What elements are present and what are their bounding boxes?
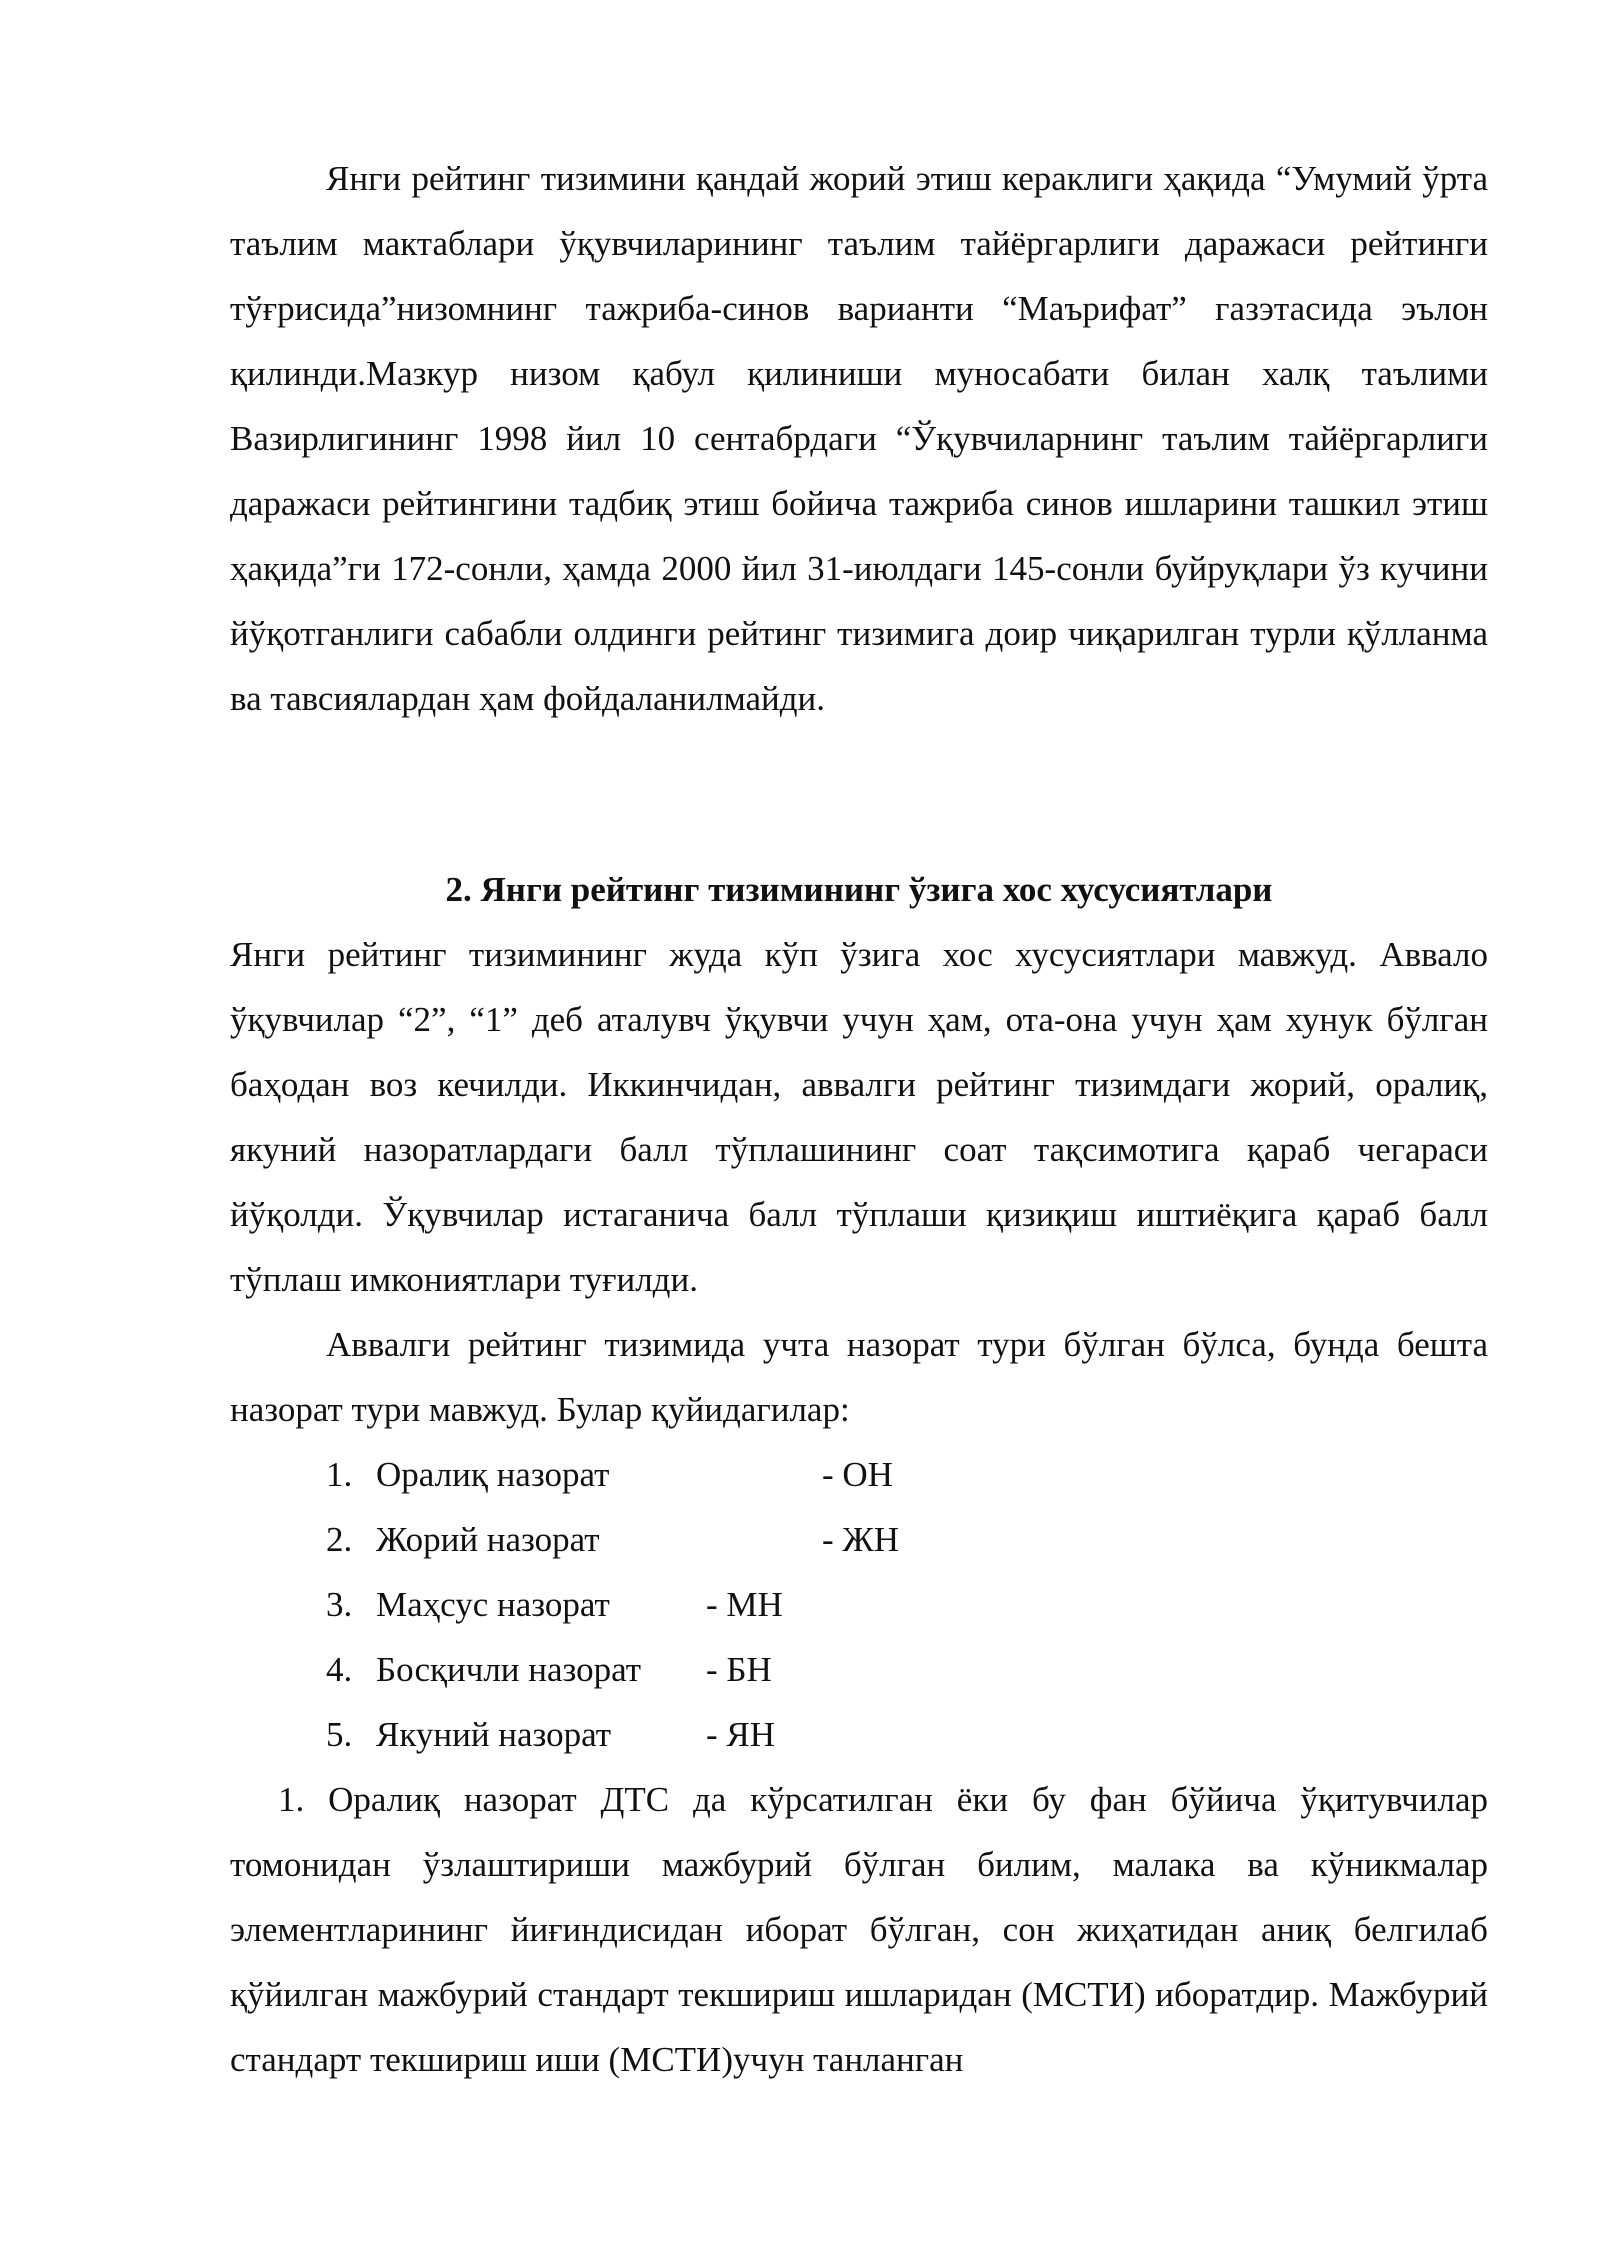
list-item-label: Якуний назорат — [376, 1715, 612, 1754]
list-item-number: 3. — [326, 1585, 353, 1624]
list-item-label: Босқичли назорат — [376, 1650, 642, 1689]
list-item-number: 5. — [326, 1715, 353, 1754]
list-item-code: - ЖН — [822, 1520, 900, 1559]
paragraph-features: Янги рейтинг тизимининг жуда кўп ўзига хос хусусиятлари мавжуд. Аввало ўқувчилар “2”, “1” деб аталувч ўқувчи учун ҳам, ота-она учун ҳам хунук бўлган баҳодан воз кечилди. Иккинчидан, аввалги рейтинг тизимдаги жорий, оралиқ, якуний назоратлардаги балл тўплашининг соат тақсимотига қараб чегараси йўқолди. Ўқувчилар истаганича балл тўплаши қизиқиш иштиёқига қараб балл тўплаш имкониятлари туғилди. — [230, 935, 1488, 1299]
list-item-code: - ЯН — [706, 1715, 776, 1754]
list-item-code: - ОН — [822, 1455, 893, 1494]
list-item-label: Оралиқ назорат — [376, 1455, 610, 1494]
paragraph-intro: Янги рейтинг тизимини қандай жорий этиш кераклиги ҳақида “Умумий ўрта таълим мактаблари ўқувчиларининг таълим тайёргарлиги даражаси рейтинги тўғрисида”низомнинг тажриба-синов варианти “Маърифат” газэтасида эълон қилинди.Мазкур низом қабул қилиниши муносабати билан халқ таълими Вазирлигининг 1998 йил 10 сентабрдаги “Ўқувчиларнинг таълим тайёргарлиги даражаси рейтингини тадбиқ этиш бойича тажриба синов ишларини ташкил этиш ҳақида”ги 172-сонли, ҳамда 2000 йил 31-июлдаги 145-сонли буйруқлари ўз кучини йўқотганлиги сабабли олдинги рейтинг тизимига доир чиқарилган турли қўлланма ва тавсиялардан ҳам фойдаланилмайди. — [230, 159, 1488, 718]
list-item-label: Жорий назорат — [376, 1520, 600, 1559]
list-item-number: 1. — [326, 1455, 353, 1494]
paragraph-interim-control: 1. Оралиқ назорат ДТС да кўрсатилган ёки бу фан бўйича ўқитувчилар томонидан ўзлаштириши мажбурий бўлган билим, малака ва кўникмалар элементларининг йиғиндисидан иборат бўлган, сон жиҳатидан аниқ белгилаб қўйилган мажбурий стандарт текшириш ишларидан (МСТИ) иборатдир. Мажбурий стандарт текшириш иши (МСТИ)учун танланган — [230, 1780, 1488, 2079]
list-item-code: - БН — [706, 1650, 772, 1689]
list-item-number: 4. — [326, 1650, 353, 1689]
section-heading: 2. Янги рейтинг тизимининг ўзига хос хусусиятлари — [445, 870, 1273, 909]
list-item-number: 2. — [326, 1520, 353, 1559]
list-item-code: - МН — [706, 1585, 783, 1624]
list-item-label: Маҳсус назорат — [376, 1585, 610, 1624]
paragraph-control-types-intro: Аввалги рейтинг тизимида учта назорат тури бўлган бўлса, бунда бешта назорат тури мавжуд. Булар қуйидагилар: — [230, 1325, 1488, 1429]
